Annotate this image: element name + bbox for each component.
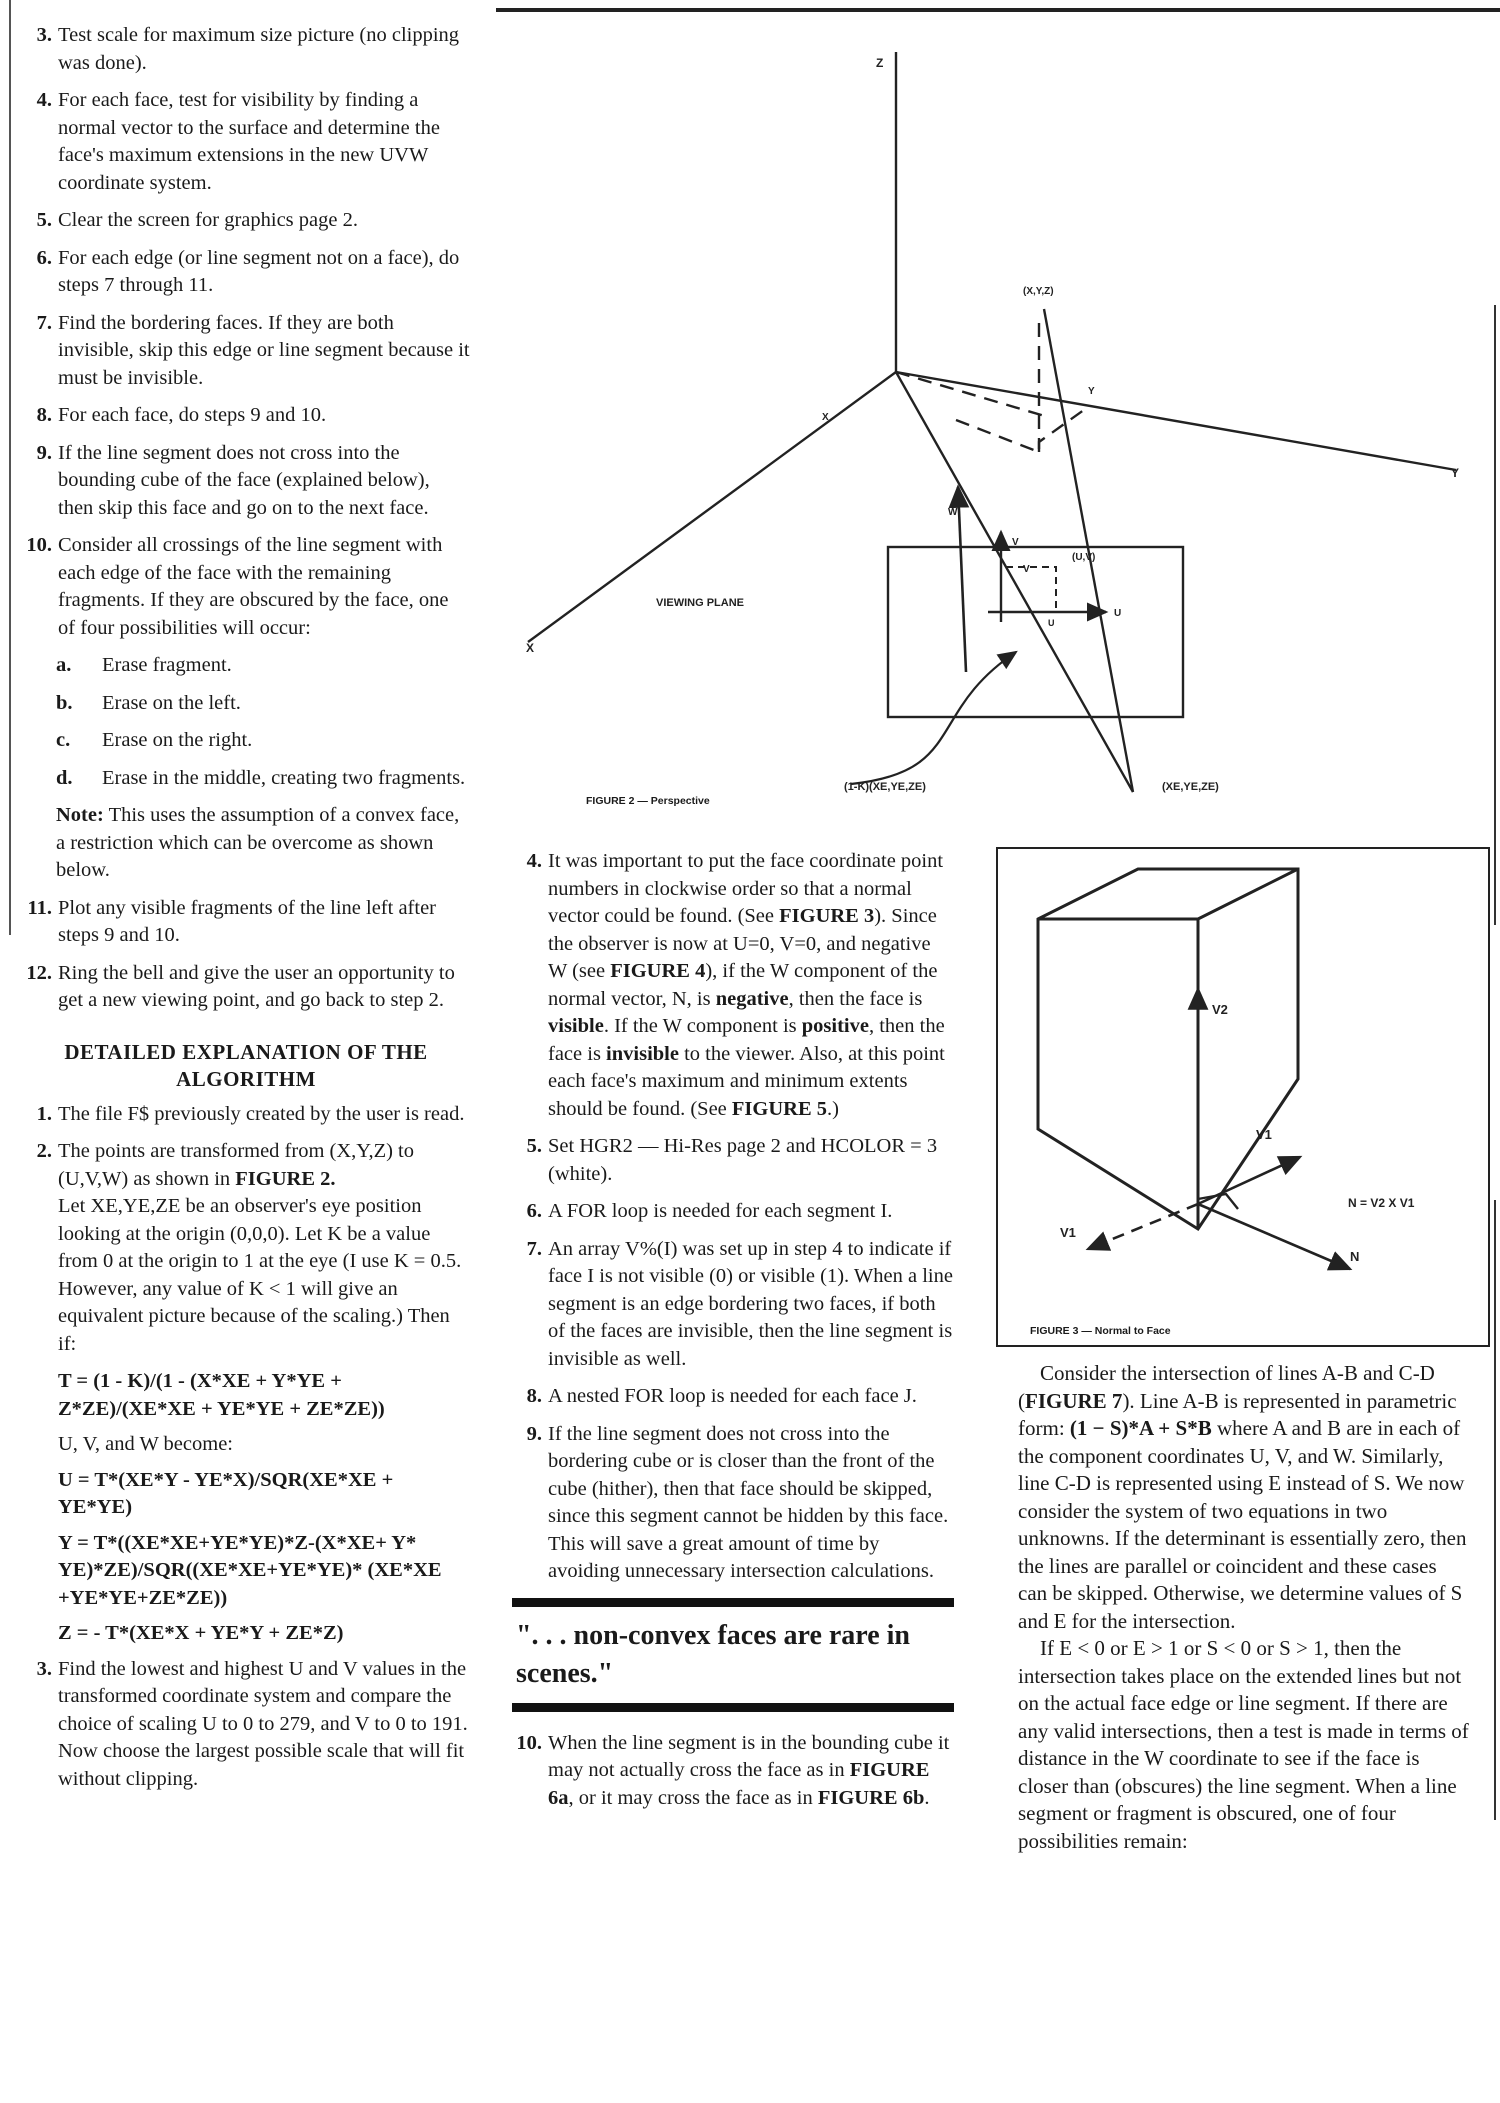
left-column	[22, 22, 470, 1803]
left-step-4: 4. For each face, test for visibility by finding a normal vector to the surface and determine the face's maximum extensions in the new UVW coordinate system.	[36, 89, 440, 194]
label-k-point: (1-K)(XE,YE,ZE)	[844, 781, 926, 793]
label-z: Z	[876, 56, 884, 70]
figure-3-diagram	[998, 849, 1488, 1319]
y-axis	[896, 372, 1456, 470]
detail-step-1: 1. The file F$ previously created by the user is read.	[36, 1102, 465, 1125]
note-paragraph	[22, 802, 470, 885]
label-v1-left: V1	[1060, 1225, 1076, 1240]
right-paragraph-1: Consider the intersection of lines A-B and C-D (FIGURE 7). Line A-B is represented in parametric form: (1 − S)*A + S*B where A and B are in each of the component coordinates U, V, and W. Similarly, line C-D is represented using E instead of S. We now consider the system of two equations in two unknowns. If the determinant is essentially zero, then the lines are parallel or coincident and these cases can be skipped. Otherwise, we determine values of S and E for the intersection.	[1018, 1361, 1467, 1633]
label-u: U	[1114, 608, 1122, 619]
figure-3-caption: FIGURE 3 — Normal to Face	[1030, 1325, 1171, 1337]
left-steps-list	[22, 22, 470, 642]
label-y-small: Y	[1088, 386, 1095, 397]
left-step-5: 5. Clear the screen for graphics page 2.	[36, 209, 358, 231]
left-step-8: 8. For each face, do steps 9 and 10.	[36, 404, 327, 426]
left-step-10: 10. Consider all crossings of the line segment with each edge of the face with the remaining fragments. If they are obscured by the face, one of four possibilities will occur:	[26, 534, 449, 639]
equation-v: Y = T*((XE*XE+YE*YE)*Z-(X*XE+ Y* YE)*ZE)/SQR((XE*XE+YE*YE)* (XE*XE +YE*YE+ZE*ZE))	[58, 1531, 442, 1609]
sub-step-c: c. Erase on the right.	[56, 729, 253, 751]
middle-step-7: 7. An array V%(I) was set up in step 4 to indicate if face I is not visible (0) or visible (1). When a line segment is an edge bordering two faces, if both of the faces are invisible, then the line segment is invisible as well.	[526, 1237, 953, 1370]
right-paragraph-2: If E < 0 or E > 1 or S < 0 or S > 1, then the intersection takes place on the extended lines but not on the actual face edge or line segment. If there are any valid intersections, then a test is made in terms of distance in the W coordinate to see if the face is closer than (obscures) the line segment. When a line segment or fragment is obscured, one of four possibilities remain:	[1018, 1636, 1469, 1853]
label-x-small: X	[822, 412, 829, 423]
label-u-small: U	[1048, 618, 1055, 628]
sub-step-a: a. Erase fragment.	[56, 654, 232, 676]
label-w: W	[948, 507, 958, 518]
sub-step-d: d. Erase in the middle, creating two fragments.	[56, 766, 466, 789]
sub-step-b: b. Erase on the left.	[56, 691, 241, 714]
left-step-3: 3. Test scale for maximum size picture (no clipping was done).	[36, 24, 460, 74]
uvw-text: U, V, and W become:	[58, 1433, 233, 1455]
section-heading: DETAILED EXPLANATION OF THE ALGORITHM	[64, 1039, 428, 1091]
left-step-6: 6. For each edge (or line segment not on a face), do steps 7 through 11.	[36, 246, 460, 296]
detail-step-2: 2. The points are transformed from (X,Y,Z) to (U,V,W) as shown in FIGURE 2. Let XE,YE,ZE be an observer's eye position looking at the origin (0,0,0). Let K be a value from 0 at the origin to 1 at the eye (I use K = 0.5. However, any value of K < 1 will give an equivalent picture because of the scaling.) Then if:	[36, 1140, 462, 1355]
middle-step-6: 6. A FOR loop is needed for each segment I.	[526, 1200, 893, 1222]
figure-2-perspective	[496, 12, 1496, 842]
label-v1: V1	[1256, 1127, 1272, 1142]
left-step-11: 11. Plot any visible fragments of the line left after steps 9 and 10.	[27, 896, 436, 946]
middle-step-9: 9. If the line segment does not cross into the bordering cube or is closer than the front of the cube (hither), then that face should be skipped, since this segment cannot be hidden by this face. This will save a great amount of time by avoiding unnecessary intersection calculations.	[526, 1422, 949, 1582]
detail-step-3: 3. Find the lowest and highest U and V values in the transformed coordinate system and compare the choice of scaling U to 0 to 279, and V to 0 to 191. Now choose the largest possible scale that will fit without clipping.	[36, 1657, 468, 1790]
label-v: V	[1012, 537, 1019, 548]
label-eye: (XE,YE,ZE)	[1162, 781, 1219, 793]
left-step-12: 12. Ring the bell and give the user an opportunity to get a new viewing point, and go back to step 2.	[26, 961, 455, 1011]
right-edge-mark-bottom	[1494, 1200, 1496, 1820]
middle-step-8: 8. A nested FOR loop is needed for each face J.	[526, 1385, 917, 1407]
label-v-small: V	[1023, 564, 1030, 575]
viewing-plane	[888, 547, 1183, 717]
label-v2: V2	[1212, 1002, 1228, 1017]
right-column	[1018, 1360, 1470, 1855]
middle-step-4: 4. It was important to put the face coordinate point numbers in clockwise order so that a normal vector could be found. (See FIGURE 3). Since the observer is now at U=0, V=0, and negative W (see FIGURE 4), if the W component of the normal vector, N, is negative, then the face is visible. If the W component is positive, then the face is invisible to the viewer. Also, at this point each face's maximum and minimum extents should be found. (See FIGURE 5.)	[526, 850, 945, 1120]
middle-steps-list	[512, 848, 954, 1586]
label-uv: (U,V)	[1072, 552, 1096, 563]
label-xyz: (X,Y,Z)	[1023, 286, 1054, 297]
equation-u: U = T*(XE*Y - YE*X)/SQR(XE*XE + YE*YE)	[58, 1468, 394, 1518]
equation-t: T = (1 - K)/(1 - (X*XE + Y*YE + Z*ZE)/(XE*XE + YE*YE + ZE*ZE))	[58, 1370, 385, 1420]
label-x-axis: X	[526, 641, 535, 655]
note-label: Note:	[56, 804, 104, 826]
label-viewing-plane: VIEWING PLANE	[656, 597, 745, 609]
left-divider	[9, 0, 11, 935]
equation-z: Z = - T*(XE*X + YE*Y + ZE*Z)	[58, 1622, 344, 1644]
label-n: N	[1350, 1249, 1360, 1264]
label-y-axis: Y	[1451, 466, 1460, 480]
figure-3-normal	[996, 847, 1490, 1347]
pull-quote: ". . . non-convex faces are rare in scenes."	[512, 1598, 954, 1712]
figure-2-caption: FIGURE 2 — Perspective	[586, 795, 710, 807]
middle-step-10: 10. When the line segment is in the bounding cube it may not actually cross the face as in FIGURE 6a, or it may cross the face as in FIGURE 6b.	[516, 1731, 950, 1809]
sub-steps-list	[22, 652, 470, 792]
note-text: This uses the assumption of a convex face, a restriction which can be overcome as shown below.	[56, 804, 460, 881]
left-step-9: 9. If the line segment does not cross into the bounding cube of the face (explained below), then skip this face and go on to the next face.	[36, 441, 430, 519]
left-step-7: 7. Find the bordering faces. If they are both invisible, skip this edge or line segment because it must be invisible.	[36, 311, 470, 389]
middle-step-5: 5. Set HGR2 — Hi-Res page 2 and HCOLOR = 3 (white).	[526, 1135, 938, 1185]
left-steps-list-2	[22, 895, 470, 1015]
figure-2-diagram	[496, 12, 1496, 842]
middle-column	[512, 848, 954, 1822]
label-formula: N = V2 X V1	[1348, 1196, 1415, 1210]
